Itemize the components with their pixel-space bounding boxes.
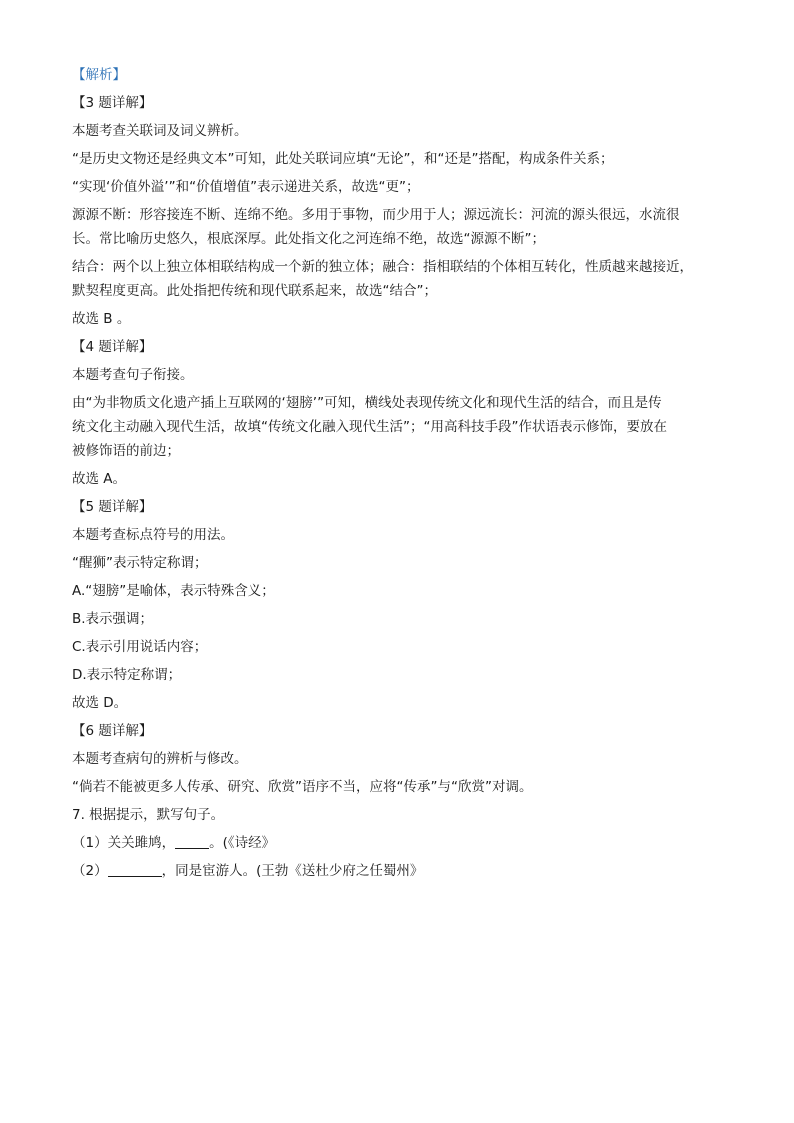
q4-paragraph-1c: 被修饰语的前边； xyxy=(72,443,180,459)
q4-answer: 故选 A。 xyxy=(72,471,127,487)
q7-item-1-blank xyxy=(175,834,209,849)
q5-header: 【5 题详解】 xyxy=(72,499,153,515)
q4-paragraph-1b: 统文化主动融入现代生活，故填“传统文化融入现代生活”；“用高科技手段”作状语表示修饰，要放在 xyxy=(72,419,667,435)
q5-paragraph-1: “醒狮”表示特定称谓； xyxy=(72,555,208,571)
q5-intro: 本题考查标点符号的用法。 xyxy=(72,527,234,543)
q4-paragraph-1a: 由“为非物质文化遗产插上互联网的‘翅膀’”可知，横线处表现传统文化和现代生活的结合，而且是传 xyxy=(72,395,662,411)
q3-paragraph-3a: 源源不断：形容接连不断、连绵不绝。多用于事物，而少用于人；源远流长：河流的源头很远，水流很 xyxy=(72,207,680,223)
q5-option-a: A.“翅膀”是喻体，表示特殊含义； xyxy=(72,583,275,599)
q3-header: 【3 题详解】 xyxy=(72,95,153,111)
q6-header: 【6 题详解】 xyxy=(72,723,153,739)
q5-answer: 故选 D。 xyxy=(72,695,128,711)
q5-option-c: C.表示引用说话内容； xyxy=(72,639,208,655)
q3-intro: 本题考查关联词及词义辨析。 xyxy=(72,123,248,139)
q7-item-1-prefix: （1）关关雎鸠， xyxy=(72,835,176,851)
q6-paragraph-1: “倘若不能被更多人传承、研究、欣赏”语序不当，应将“传承”与“欣赏”对调。 xyxy=(72,779,533,795)
q4-header: 【4 题详解】 xyxy=(72,339,153,355)
q4-intro: 本题考查句子衔接。 xyxy=(72,367,194,383)
analysis-label: 【解析】 xyxy=(72,67,126,83)
document-page xyxy=(72,64,722,888)
q7-item-1 xyxy=(72,832,722,854)
q7-item-2 xyxy=(72,860,722,882)
q7-item-2-blank xyxy=(108,862,162,877)
q7-item-2-prefix: （2） xyxy=(72,863,108,879)
q3-answer: 故选 B 。 xyxy=(72,311,131,327)
q3-paragraph-3b: 长。常比喻历史悠久，根底深厚。此处指文化之河连绵不绝，故选“源源不断”； xyxy=(72,231,545,247)
q5-option-b: B.表示强调； xyxy=(72,611,154,627)
q7-title: 7. 根据提示，默写句子。 xyxy=(72,807,225,823)
q6-intro: 本题考查病句的辨析与修改。 xyxy=(72,751,248,767)
q3-paragraph-4b: 默契程度更高。此处指把传统和现代联系起来，故选“结合”； xyxy=(72,283,437,299)
q5-option-d: D.表示特定称谓； xyxy=(72,667,182,683)
q3-paragraph-1: “是历史文物还是经典文本”可知，此处关联词应填“无论”，和“还是”搭配，构成条件关系； xyxy=(72,151,614,167)
q3-paragraph-4a: 结合：两个以上独立体相联结构成一个新的独立体；融合：指相联结的个体相互转化，性质越来越接近， xyxy=(72,259,693,275)
q3-paragraph-2: “实现‘价值外溢’”和“价值增值”表示递进关系，故选“更”； xyxy=(72,179,420,195)
q7-item-2-suffix: ，同是宦游人。(王勃《送杜少府之任蜀州》 xyxy=(161,863,424,879)
q7-item-1-suffix: 。(《诗经》 xyxy=(209,835,276,851)
